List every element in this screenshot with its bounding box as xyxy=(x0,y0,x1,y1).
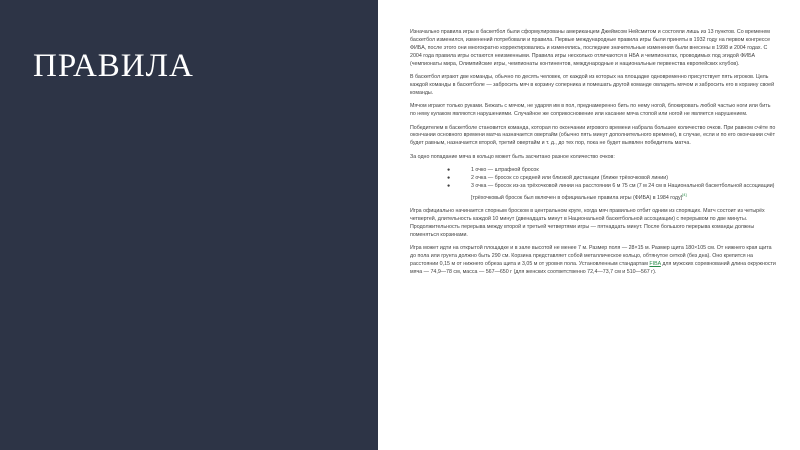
paragraph-ball-handling: Мячом играют только руками. Бежать с мячом, не ударяя им в пол, преднамеренно бить по нему ногой, блокировать любой частью ноги или бить по нему кулаком являются нарушениями. Случайное же соприкосновение или касание мяча стопой или ногой не является нарушением. xyxy=(410,103,771,118)
list-item-text: 3 очка — бросок из-за трёхочковой линии на расстоянии 6 м 75 см (7 м 24 см в Национальной баскетбольной ассоциации) [трёхочковый бросок был включен в официальные правила игры (ФИБА) в 1984 году] xyxy=(471,183,775,201)
title-panel xyxy=(0,0,378,450)
court-text-after: для мужских соревнований длина окружности мяча — 74,9—78 см, масса — 567—650 г (для женских соответственно 72,4—73,7 см и 510—567 г). xyxy=(410,261,776,275)
list-item xyxy=(410,167,776,175)
bullet-icon: ● xyxy=(447,167,451,174)
fiba-link[interactable]: FIBA xyxy=(649,261,661,268)
slide-title: ПРАВИЛА xyxy=(33,48,194,84)
list-item xyxy=(410,175,776,183)
points-list xyxy=(410,167,776,202)
paragraph-court xyxy=(410,245,776,277)
paragraph-teams: В баскетбол играют две команды, обычно по десять человек, от каждой из которых на площадке одновременно присутствует пять игроков. Цель каждой команды в баскетболе — забросить мяч в корзину соперника и помешать другой команде овладеть мячом и забросить его в корзину своей команды. xyxy=(410,74,775,96)
paragraph-history: Изначально правила игры в баскетбол были сформулированы американцем Джеймсом Нейсмитом и состояли лишь из 13 пунктов. Со временем баскетбол изменился, изменений потребовали и правила. Первые международные правила игры были приняты в 1932 году на первом конгрессе ФИБА, после этого они многократно корректировались и изменялись, последние значительные изменения были внесены в 1998 и 2004 годах. С 2004 года правила игры остаются неизменными. Правила игры несколько отличаются в НБА и чемпионатах, проводимых под эгидой ФИБА (чемпионаты мира, Олимпийские игры, чемпионаты континентов, международные и национальные первенства европейских клубов). xyxy=(410,29,771,67)
paragraph-winner: Победителем в баскетболе становится команда, которая по окончании игрового времени набрала большее количество очков. При равном счёте по окончании основного времени матча назначается овертайм (обычно пять минут дополнительного времени), в случае, если и по его окончании счёт будет равным, назначается второй, третий овертайм и т. д., до тех пор, пока не будет выявлен победитель матча. xyxy=(410,124,776,147)
bullet-icon: ● xyxy=(447,183,451,189)
paragraph-points-intro: За одно попадание мяча в кольцо может быть засчитано разное количество очков: xyxy=(410,153,615,160)
court-text-before: Игра может идти на открытой площадке и в зале высотой не менее 7 м. Размер поля — 28×15 м. Размер щита 180×105 см. От нижнего края щита до пола или грунта должно быть 290 см. Корзина представляет собой металлическое кольцо, обтянутое сеткой (без дна). Оно крепится на расстоянии 0,15 м от нижнего обреза щита и 3,05 м от уровня пола. Установленным стандартам xyxy=(410,245,772,268)
list-item-text: 2 очка — бросок со средней или близкой дистанции (ближе трёхочковой линии) xyxy=(471,175,668,182)
rules-text xyxy=(410,29,776,282)
paragraph-game-start: Игра официально начинается спорным броском в центральном круге, когда мяч правильно отбит одним из спорящих. Матч состоит из четырёх четвертей, длительность каждой 10 минут (двенадцать минут в Национальной баскетбольной ассоциации) с перерывом по две минуты. Продолжительность перерыва между второй и третьей четвертями игры — пятнадцать минут. После большого перерыва команды должны поменяться корзинами. xyxy=(410,208,765,238)
reference-link[interactable]: [4] xyxy=(682,191,687,197)
list-item xyxy=(410,183,776,203)
bullet-icon: ● xyxy=(447,175,451,182)
list-item-text: 1 очко — штрафной бросок xyxy=(471,167,539,174)
